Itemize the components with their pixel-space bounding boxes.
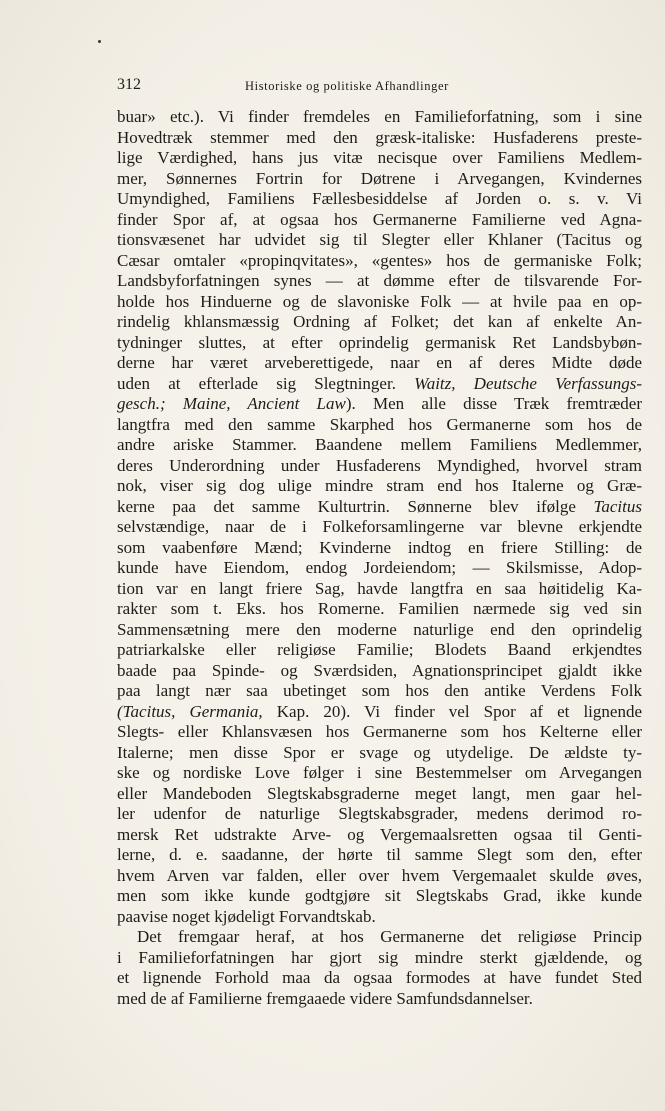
text-segment: lerne, d. e. saadanne, der hørte til samme Slegt som den, efter [117, 845, 642, 864]
body-text [117, 107, 642, 1009]
text-line [117, 620, 642, 641]
text-line [117, 989, 642, 1010]
text-segment: selvstændige, naar de i Folkeforsamlingerne var blevne erkjendte [117, 517, 642, 536]
text-segment: buar» etc.). Vi finder fremdeles en Familieforfatning, som i sine [117, 107, 642, 126]
text-segment: et lignende Forhold maa da ogsaa formodes at have fundet Sted [117, 968, 642, 987]
text-line [117, 948, 642, 969]
text-segment: ler udenfor de naturlige Slegtskabsgrader, medens derimod ro- [117, 804, 642, 823]
text-line [117, 435, 642, 456]
text-line [117, 333, 642, 354]
text-segment: Det fremgaar heraf, at hos Germanerne det religiøse Princip [137, 927, 642, 946]
italic-citation: gesch.; Maine, Ancient Law [117, 394, 346, 413]
italic-citation: Tacitus [593, 496, 642, 516]
text-segment: ske og nordiske Love følger i sine Bestemmelser om Arvegangen [117, 763, 642, 782]
text-segment: kerne paa det samme Kulturtrin. Sønnerne blev ifølge [117, 496, 594, 516]
text-line [117, 763, 642, 784]
text-line [117, 353, 642, 374]
running-title: Historiske og politiske Afhandlinger [245, 79, 449, 93]
text-line [117, 415, 642, 436]
text-line [117, 579, 642, 600]
text-line [117, 189, 642, 210]
text-line [117, 845, 642, 866]
text-line [117, 210, 642, 231]
text-segment: mer, Sønnernes Fortrin for Døtrene i Arvegangen, Kvindernes [117, 168, 642, 188]
text-segment: som vaabenføre Mænd; Kvinderne indtog en friere Stilling: de [117, 537, 642, 557]
text-segment: kunde have Eiendom, endog Jordeiendom; — Skilsmisse, Adop- [117, 558, 642, 577]
text-line [117, 292, 642, 313]
text-segment: lige Værdighed, hans jus vitæ necisque over Familiens Medlem- [117, 148, 642, 167]
text-line [117, 169, 642, 190]
text-segment: eller Mandeboden Slegtskabsgraderne meget langt, men gaar hel- [117, 783, 642, 803]
text-segment: ). Men alle disse Træk fremtræder [345, 394, 642, 413]
text-line [117, 374, 642, 395]
text-segment: Slegts- eller Khlansvæsen hos Germanerne som hos Kelterne eller [117, 722, 642, 741]
text-line [117, 825, 642, 846]
page-header [117, 76, 627, 96]
text-line [117, 640, 642, 661]
text-segment: Cæsar omtaler «propinqvitates», «gentes» hos de germaniske Folk; [117, 250, 642, 270]
text-segment: hvem Arven var falden, eller over hvem Vergemaalet skulde øves, [117, 865, 642, 885]
text-line [117, 107, 642, 128]
text-segment: deres Underordning under Husfaderens Myndighed, hvorvel stram [117, 455, 642, 475]
text-line [117, 886, 642, 907]
text-segment: andre ariske Stammer. Baandene mellem Familiens Medlemmer, [117, 435, 642, 454]
text-line [117, 497, 642, 518]
text-segment: Hovedtræk stemmer med den græsk-italiske: Husfaderens preste- [117, 127, 642, 147]
text-segment: Italerne; men disse Spor er svage og utydelige. De ældste ty- [117, 742, 642, 762]
text-segment: tydninger sluttes, at efter oprindelig germanisk Ret Landsbybøn- [117, 332, 642, 352]
text-segment: mersk Ret udstrakte Arve- og Vergemaalsretten ogsaa til Genti- [117, 824, 642, 844]
text-segment: langtfra med den samme Skarphed hos Germanerne som hos de [117, 414, 642, 434]
text-line [117, 968, 642, 989]
text-line [117, 456, 642, 477]
text-line [117, 784, 642, 805]
text-segment: baade paa Spinde- og Sværdsiden, Agnationsprincipet gjaldt ikke [117, 660, 642, 680]
text-segment: Sammensætning mere den moderne naturlige end den oprindelig [117, 619, 642, 639]
text-line [117, 558, 642, 579]
text-line [117, 661, 642, 682]
text-segment: men som ikke kunde godtgjøre sit Slegtskabs Grad, ikke kunde [117, 886, 642, 905]
text-line [117, 230, 642, 251]
text-line [117, 804, 642, 825]
text-segment: paavise noget kjødeligt Forvandtskab. [117, 906, 376, 926]
text-line [117, 681, 642, 702]
text-segment: holde hos Hinduerne og de slavoniske Folk — at hvile paa en op- [117, 291, 642, 311]
text-segment: uden at efterlade sig Slegtninger. [117, 373, 415, 393]
text-line [117, 271, 642, 292]
text-segment: med de af Familierne fremgaaede videre Samfundsdannelser. [117, 988, 533, 1008]
text-segment: finder Spor af, at ogsaa hos Germanerne Familierne ved Agna- [117, 209, 642, 229]
text-line [117, 722, 642, 743]
text-segment: rindelig khlansmæssig Ordning af Folket; det kan af enkelte An- [117, 312, 642, 331]
text-segment: Kap. 20). Vi finder vel Spor af et lignende [262, 701, 642, 721]
text-segment: derne har været arveberettigede, naar en af deres Midte døde [117, 353, 642, 372]
text-segment: rakter som t. Eks. hos Romerne. Familien nærmede sig ved sin [117, 599, 642, 618]
italic-citation: Waitz, Deutsche Verfassungs- [414, 373, 642, 393]
text-segment: tionsvæsenet har udvidet sig til Slegter eller Khlaner (Tacitus og [117, 230, 642, 249]
text-line [117, 538, 642, 559]
text-line [117, 312, 642, 333]
page-number: 312 [117, 76, 141, 93]
text-line [117, 476, 642, 497]
text-segment: i Familieforfatningen har gjort sig mindre sterkt gjældende, og [117, 947, 642, 967]
ink-speck [98, 40, 101, 43]
text-line [117, 148, 642, 169]
text-line [117, 599, 642, 620]
text-segment: Umyndighed, Familiens Fællesbesiddelse af Jorden o. s. v. Vi [117, 189, 642, 208]
text-line [117, 394, 642, 415]
text-line [117, 927, 642, 948]
text-line [117, 743, 642, 764]
text-segment: Landsbyforfatningen synes — at dømme efter de tilsvarende For- [117, 271, 642, 290]
text-line [117, 251, 642, 272]
text-line [117, 866, 642, 887]
text-segment: patriarkalske eller religiøse Familie; Blodets Baand erkjendtes [117, 640, 642, 659]
text-segment: nok, viser sig dog ulige mindre stram end hos Italerne og Græ- [117, 476, 642, 495]
text-segment: paa langt nær saa ubetinget som hos den antike Verdens Folk [117, 681, 642, 700]
text-line [117, 517, 642, 538]
text-line [117, 702, 642, 723]
text-segment: tion var en langt friere Sag, havde langtfra en saa høitidelig Ka- [117, 578, 642, 598]
italic-citation: (Tacitus, Germania, [117, 701, 263, 721]
text-line [117, 907, 642, 928]
text-line [117, 128, 642, 149]
